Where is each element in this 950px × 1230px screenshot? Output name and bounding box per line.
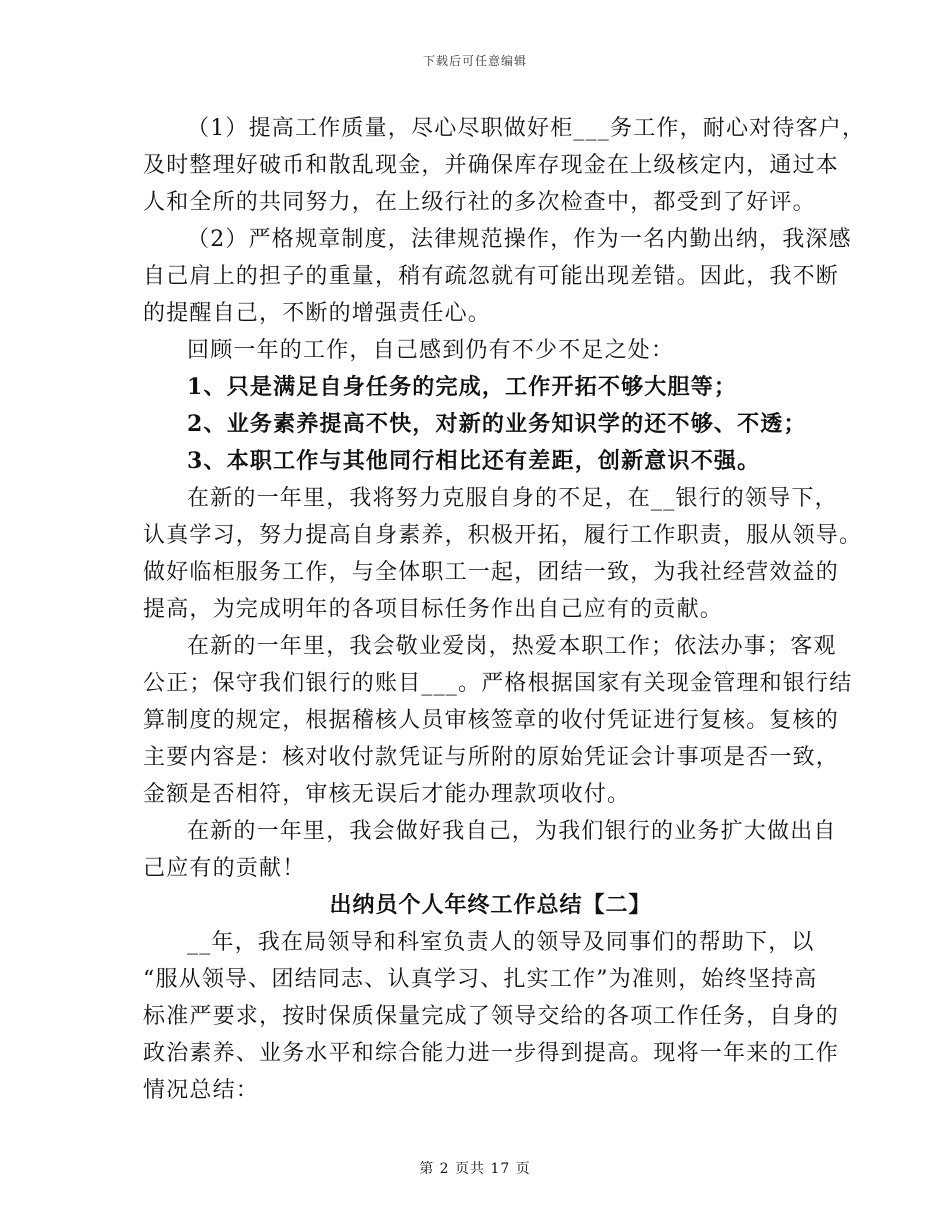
document-body	[143, 110, 866, 1109]
shortcoming-item: 1、只是满足自身任务的完成，工作开拓不够大胆等；	[187, 374, 738, 400]
paragraph-line: 金额是否相符，审核无误后才能办理款项收付。	[143, 782, 631, 807]
paragraph-line: 算制度的规定，根据稽核人员审核签章的收付凭证进行复核。复核的	[143, 708, 840, 733]
paragraph-line: 情况总结：	[143, 1078, 260, 1103]
paragraph-line: 做好临柜服务工作，与全体职工一起，团结一致，为我社经营效益的	[143, 560, 840, 585]
paragraph-line: 及时整理好破币和散乱现金，并确保库存现金在上级核定内，通过本	[143, 153, 840, 178]
shortcoming-item: 2、业务素养提高不快，对新的业务知识学的还不够、不透；	[187, 411, 807, 437]
paragraph-line: “服从领导、团结同志、认真学习、扎实工作”为准则，始终坚持高	[143, 967, 818, 992]
page-footer: 第 2 页共 17 页	[419, 1161, 531, 1177]
paragraph-line: __年，我在局领导和科室负责人的领导及同事们的帮助下，以	[187, 930, 815, 955]
paragraph-line: 回顾一年的工作，自己感到仍有不少不足之处：	[187, 338, 675, 363]
paragraph-line: 提高，为完成明年的各项目标任务作出自己应有的贡献。	[143, 597, 724, 622]
paragraph-line: 公正；保守我们银行的账目___。严格根据国家有关现金管理和银行结	[143, 671, 853, 696]
shortcoming-item: 3、本职工作与其他同行相比还有差距，创新意识不强。	[187, 448, 761, 474]
paragraph-line: 在新的一年里，我会敬业爱岗，热爱本职工作；依法办事；客观	[187, 634, 837, 659]
paragraph-line: 认真学习，努力提高自身素养，积极开拓，履行工作职责，服从领导。	[143, 523, 863, 548]
paragraph-line: 主要内容是：核对收付款凭证与所附的原始凭证会计事项是否一致，	[143, 745, 840, 770]
paragraph-line: 自己肩上的担子的重量，稍有疏忽就有可能出现差错。因此，我不断	[143, 264, 840, 289]
paragraph-line: 政治素养、业务水平和综合能力进一步得到提高。现将一年来的工作	[143, 1041, 840, 1066]
paragraph-line: 在新的一年里，我会做好我自己，为我们银行的业务扩大做出自	[187, 819, 837, 844]
paragraph-line: 在新的一年里，我将努力克服自身的不足，在__银行的领导下，	[187, 486, 838, 511]
page-header: 下载后可任意编辑	[422, 54, 527, 68]
paragraph-line: （1）提高工作质量，尽心尽职做好柜___务工作，耐心对待客户，	[187, 116, 866, 141]
paragraph-line: 己应有的贡献！	[143, 856, 306, 881]
section-title: 出纳员个人年终工作总结【二】	[329, 892, 652, 918]
paragraph-line: 人和全所的共同努力，在上级行社的多次检查中，都受到了好评。	[143, 190, 816, 215]
paragraph-line: 的提醒自己，不断的增强责任心。	[143, 301, 492, 326]
paragraph-line: （2）严格规章制度，法律规范操作，作为一名内勤出纳，我深感	[187, 227, 852, 252]
paragraph-line: 标准严要求，按时保质保量完成了领导交给的各项工作任务，自身的	[143, 1004, 840, 1029]
